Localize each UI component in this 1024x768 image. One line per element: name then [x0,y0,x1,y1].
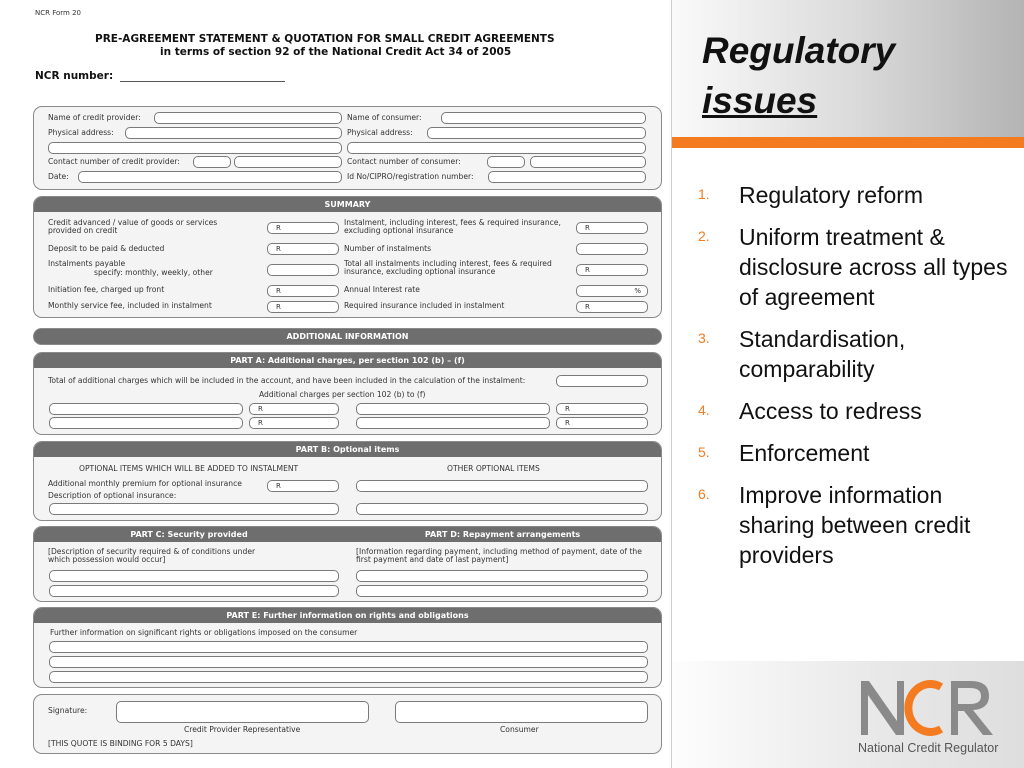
list-number: 1. [698,186,710,202]
part-a-charge-name-4[interactable] [356,417,550,429]
num-instalments-label: Number of instalments [344,244,432,253]
part-b-left-header: OPTIONAL ITEMS WHICH WILL BE ADDED TO INSTALMENT [79,464,299,473]
date-label: Date: [48,172,69,181]
binding-note: [THIS QUOTE IS BINDING FOR 5 DAYS] [48,739,193,748]
part-e-field-3[interactable] [49,671,648,683]
part-b-right-header: OTHER OPTIONAL ITEMS [447,464,540,473]
list-number: 3. [698,330,710,346]
other-optional-item-1[interactable] [356,480,648,492]
list-item [698,480,1018,570]
part-d-header: PART D: Repayment arrangements [424,530,581,539]
ncr-number-line [120,81,285,82]
title-block [672,0,1024,137]
slide-panel [672,0,1024,768]
part-a-panel [33,352,662,435]
summary-header: SUMMARY [34,197,661,212]
provider-name-label: Name of credit provider: [48,113,141,122]
provider-contact-label: Contact number of credit provider: [48,157,180,166]
part-e-header: PART E: Further information on rights and obligations [34,608,661,623]
consumer-address-field[interactable] [427,127,646,139]
issues-list [698,180,1018,582]
provider-address-label: Physical address: [48,128,114,137]
part-c-field-1[interactable] [49,570,339,582]
initiation-fee-label: Initiation fee, charged up front [48,285,165,294]
credit-advanced-field[interactable]: R [267,222,339,234]
form-number: NCR Form 20 [35,9,81,17]
service-fee-field[interactable]: R [267,301,339,313]
premium-label: Additional monthly premium for optional insurance [48,479,242,488]
list-text: Improve information sharing between credit providers [739,482,971,568]
parties-panel [33,106,662,190]
consumer-address-field-2[interactable] [347,142,646,154]
part-a-charge-value-2[interactable]: R [556,403,648,415]
id-number-label: Id No/CIPRO/registration number: [347,172,474,181]
list-number: 6. [698,486,710,502]
consumer-sign-label: Consumer [500,725,539,734]
total-instalments-field[interactable]: R [576,264,648,276]
list-item [698,396,1018,426]
logo-text: National Credit Regulator [858,741,999,755]
optional-insurance-description-label: Description of optional insurance: [48,491,177,500]
part-a-header: PART A: Additional charges, per section 102 (b) – (f) [34,353,661,368]
id-number-field[interactable] [488,171,646,183]
part-d-field-1[interactable] [356,570,648,582]
provider-rep-label: Credit Provider Representative [184,725,301,734]
part-a-total-field[interactable] [556,375,648,387]
part-e-field-2[interactable] [49,656,648,668]
part-e-field-1[interactable] [49,641,648,653]
part-e-label: Further information on significant rights or obligations imposed on the consumer [50,628,358,637]
part-e-panel [33,607,662,688]
part-cd-panel [33,526,662,602]
consumer-signature-field[interactable] [395,701,648,723]
list-item [698,222,1018,312]
provider-address-field[interactable] [125,127,342,139]
premium-field[interactable]: R [267,480,339,492]
part-a-sub-label: Additional charges per section 102 (b) to (f) [259,390,426,399]
instalments-payable-field[interactable] [267,264,339,276]
provider-signature-field[interactable] [116,701,369,723]
additional-info-panel [33,328,662,345]
list-number: 5. [698,444,710,460]
consumer-name-label: Name of consumer: [347,113,422,122]
signature-label: Signature: [48,706,88,715]
consumer-contact-code-field[interactable] [487,156,525,168]
annual-rate-label: Annual Interest rate [344,285,420,294]
accent-bar [672,137,1024,148]
deposit-label: Deposit to be paid & deducted [48,244,165,253]
list-item [698,324,1018,384]
initiation-fee-field[interactable]: R [267,285,339,297]
num-instalments-field[interactable] [576,243,648,255]
instalments-payable-label: Instalments payable [48,259,126,268]
ncr-number-label: NCR number: [35,70,114,82]
part-a-charge-value-3[interactable]: R [249,417,339,429]
form-subtitle: in terms of section 92 of the National Credit Act 34 of 2005 [160,46,512,58]
part-d-field-2[interactable] [356,585,648,597]
part-c-header: PART C: Security provided [130,530,248,539]
logo-block [672,661,1024,768]
list-text: Enforcement [739,440,870,466]
slide-title-line2: issues [702,80,818,121]
instalment-incl-field[interactable]: R [576,222,648,234]
provider-name-field[interactable] [154,112,342,124]
consumer-contact-label: Contact number of consumer: [347,157,461,166]
date-field[interactable] [78,171,342,183]
deposit-field[interactable]: R [267,243,339,255]
part-a-total-label: Total of additional charges which will be included in the account, and have been included in the calculation of the instalment: [48,376,526,385]
list-text: Standardisation, comparability [739,326,906,382]
provider-address-field-2[interactable] [48,142,342,154]
additional-info-header: ADDITIONAL INFORMATION [34,329,661,344]
specify-label: specify: monthly, weekly, other [94,268,213,277]
part-b-header: PART B: Optional items [34,442,661,457]
consumer-address-label: Physical address: [347,128,413,137]
ncr-logo-icon [857,673,997,738]
part-d-label: [Information regarding payment, including method of payment, date of the first payment and date of last payment] [356,547,642,565]
list-text: Uniform treatment & disclosure across all types of agreement [739,224,1008,310]
part-a-charge-name-2[interactable] [356,403,550,415]
list-number: 2. [698,228,710,244]
total-instalments-label: Total all instalments including interest, fees & required insurance, excluding optional insurance [344,259,552,277]
credit-advanced-label: Credit advanced / value of goods or services provided on credit [48,218,218,236]
part-a-charge-name-1[interactable] [49,403,243,415]
service-fee-label: Monthly service fee, included in instalment [48,301,212,310]
annual-rate-field[interactable]: % [576,285,648,297]
consumer-name-field[interactable] [441,112,646,124]
list-item [698,180,1018,210]
part-b-panel [33,441,662,521]
optional-insurance-description-field[interactable] [49,503,339,515]
provider-contact-field[interactable] [234,156,342,168]
part-a-charge-value-1[interactable]: R [249,403,339,415]
required-insurance-label: Required insurance included in instalment [344,301,505,310]
signature-panel [33,694,662,754]
part-c-field-2[interactable] [49,585,339,597]
required-insurance-field[interactable]: R [576,301,648,313]
list-text: Access to redress [739,398,922,424]
list-text: Regulatory reform [739,182,924,208]
part-cd-header [34,527,661,542]
other-optional-item-2[interactable] [356,503,648,515]
part-c-label: [Description of security required & of conditions under which possession would occur] [48,547,256,565]
consumer-contact-field[interactable] [530,156,646,168]
slide-title-line1: Regulatory [702,30,896,71]
summary-panel [33,196,662,318]
form-title: PRE-AGREEMENT STATEMENT & QUOTATION FOR SMALL CREDIT AGREEMENTS [95,33,555,45]
part-a-charge-value-4[interactable]: R [556,417,648,429]
instalment-incl-label: Instalment, including interest, fees & required insurance, excluding optional insurance [344,218,561,236]
list-item [698,438,1018,468]
part-a-charge-name-3[interactable] [49,417,243,429]
provider-contact-code-field[interactable] [193,156,231,168]
list-number: 4. [698,402,710,418]
